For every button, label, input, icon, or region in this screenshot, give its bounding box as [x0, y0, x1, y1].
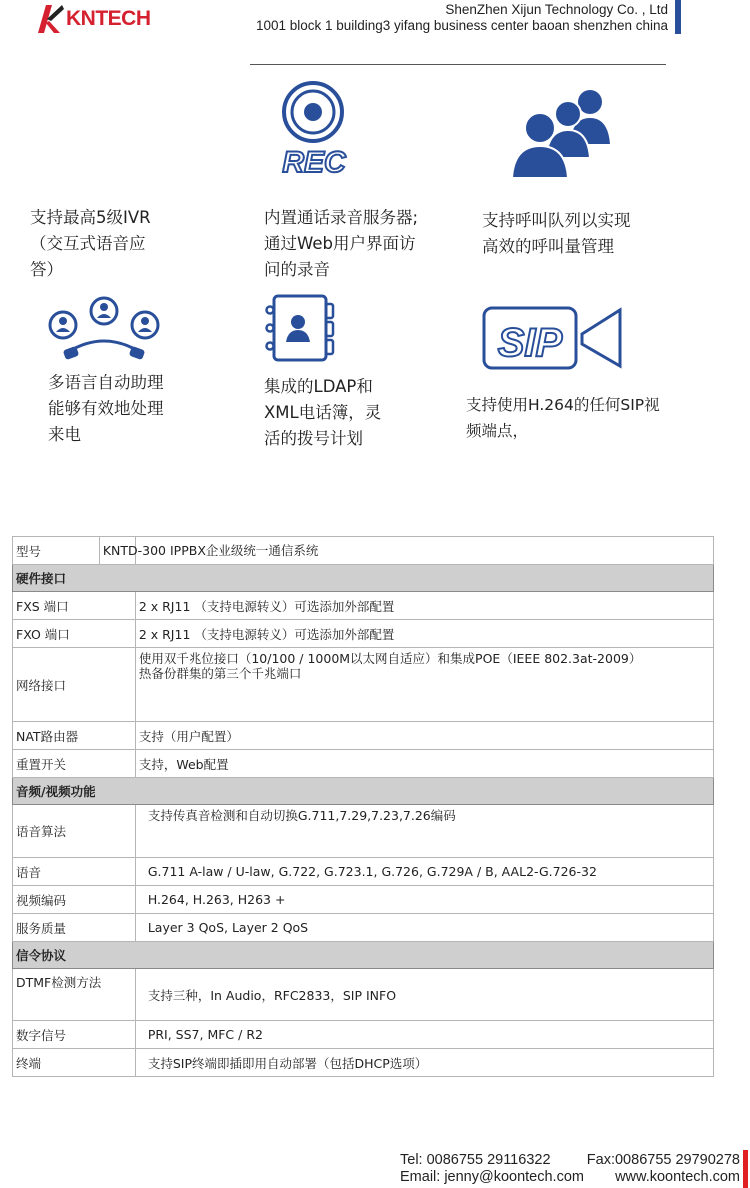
section-av: 音频/视频功能 — [13, 778, 714, 805]
address-book-icon — [264, 294, 336, 364]
table-row — [13, 1049, 714, 1077]
table-row — [13, 1021, 714, 1049]
feature-recording-line: 问的录音 — [264, 260, 330, 279]
feature-recording — [264, 205, 454, 283]
table-row — [13, 805, 714, 858]
company-name: ShenZhen Xijun Technology Co. , Ltd — [445, 2, 668, 17]
user-group-icon — [510, 88, 610, 180]
row-value: 支持（用户配置） — [135, 722, 713, 750]
feature-queue-line: 高效的呼叫量管理 — [482, 237, 614, 256]
footer-fax: Fax:0086755 29790278 — [586, 1152, 740, 1168]
feature-ivr-line: 支持最高5级IVR — [30, 208, 151, 227]
feature-sip — [466, 392, 696, 444]
brand-name: KNTECH — [66, 7, 151, 30]
table-row — [13, 592, 714, 620]
row-label: 终端 — [13, 1049, 136, 1077]
section-row — [13, 942, 714, 969]
auto-attendant-icon — [46, 294, 162, 366]
feature-attendant-line: 能够有效地处理 — [48, 399, 164, 418]
rec-icon — [276, 78, 354, 178]
model-value: KNTD-300 IPPBX企业级统一通信系统 — [99, 537, 319, 564]
row-value: 支持三种，In Audio，RFC2833，SIP INFO — [135, 969, 713, 1021]
row-label: FXS 端口 — [13, 592, 136, 620]
footer-accent-bar — [743, 1150, 748, 1188]
feature-ivr-line: 答） — [30, 260, 63, 279]
row-value: H.264, H.263, H263 + — [135, 886, 713, 914]
row-label: FXO 端口 — [13, 620, 136, 648]
row-value — [102, 537, 713, 565]
spec-table — [12, 536, 714, 1077]
table-row — [13, 914, 714, 942]
section-signaling: 信令协议 — [13, 942, 714, 969]
section-row — [13, 778, 714, 805]
feature-ldap-line: XML电话簿，灵 — [264, 403, 382, 422]
table-row — [13, 537, 714, 565]
row-label: 数字信号 — [13, 1021, 136, 1049]
row-value: PRI, SS7, MFC / R2 — [135, 1021, 713, 1049]
feature-queue — [482, 208, 662, 260]
rec-label: REC — [282, 146, 346, 178]
table-row — [13, 969, 714, 1021]
row-value: Layer 3 QoS, Layer 2 QoS — [135, 914, 713, 942]
footer-contact — [400, 1152, 740, 1186]
table-row — [13, 886, 714, 914]
feature-recording-line: 内置通话录音服务器; — [264, 208, 419, 227]
feature-attendant-line: 多语言自动助理 — [48, 373, 164, 392]
row-label: 网络接口 — [13, 648, 136, 722]
row-value: G.711 A-law / U-law, G.722, G.723.1, G.726, G.729A / B, AAL2-G.726-32 — [135, 858, 713, 886]
row-label: 型号 — [13, 537, 136, 565]
table-row — [13, 648, 714, 722]
feature-ivr — [30, 205, 180, 283]
net-value-line: 使用双千兆位接口（10/100 / 1000M以太网自适应）和集成POE（IEEE 802.3at-2009） — [138, 651, 642, 666]
sip-video-icon — [482, 304, 624, 374]
row-label: 视频编码 — [13, 886, 136, 914]
feature-ivr-line: （交互式语音应 — [30, 234, 146, 253]
feature-sip-line: 支持使用H.264的任何SIP视 — [466, 396, 660, 414]
row-label: 语音 — [13, 858, 136, 886]
section-hardware: 硬件接口 — [13, 565, 714, 592]
feature-recording-line: 通过Web用户界面访 — [264, 234, 416, 253]
row-label: 语音算法 — [13, 805, 136, 858]
feature-sip-line: 频端点， — [466, 422, 529, 440]
row-label: 服务质量 — [13, 914, 136, 942]
company-info — [256, 2, 668, 34]
feature-ldap-line: 集成的LDAP和 — [264, 377, 373, 396]
row-value: 2 x RJ11 （支持电源转义）可选添加外部配置 — [135, 620, 713, 648]
row-value: 2 x RJ11 （支持电源转义）可选添加外部配置 — [135, 592, 713, 620]
row-label: DTMF检测方法 — [13, 969, 136, 1021]
footer-email[interactable]: Email: jenny@koontech.com — [400, 1169, 584, 1185]
header-divider — [250, 64, 666, 65]
company-logo — [38, 4, 151, 34]
row-label: 重置开关 — [13, 750, 136, 778]
feature-queue-line: 支持呼叫队列以实现 — [482, 211, 631, 230]
sip-label: SIP — [497, 321, 563, 365]
header-accent-bar — [675, 0, 681, 34]
feature-attendant-line: 来电 — [48, 425, 81, 444]
net-value-line: 热备份群集的第三个千兆端口 — [138, 666, 302, 681]
table-row — [13, 750, 714, 778]
feature-ldap — [264, 374, 434, 452]
footer-row — [400, 1169, 740, 1186]
row-value: 支持传真音检测和自动切换G.711,7.29,7.23,7.26编码 — [135, 805, 713, 858]
table-row — [13, 722, 714, 750]
footer-tel: Tel: 0086755 29116322 — [400, 1152, 551, 1168]
footer-row — [400, 1152, 740, 1169]
row-label: NAT路由器 — [13, 722, 136, 750]
company-address: 1001 block 1 building3 yifang business center baoan shenzhen china — [255, 18, 668, 33]
row-value: 支持，Web配置 — [135, 750, 713, 778]
table-row — [13, 620, 714, 648]
footer-website[interactable]: www.koontech.com — [615, 1169, 740, 1185]
logo-mark-icon — [38, 5, 64, 33]
row-value: 支持SIP终端即插即用自动部署（包括DHCP选项） — [135, 1049, 713, 1077]
row-value — [135, 648, 713, 722]
section-row — [13, 565, 714, 592]
feature-attendant — [48, 370, 208, 448]
feature-ldap-line: 活的拨号计划 — [264, 429, 363, 448]
table-row — [13, 858, 714, 886]
